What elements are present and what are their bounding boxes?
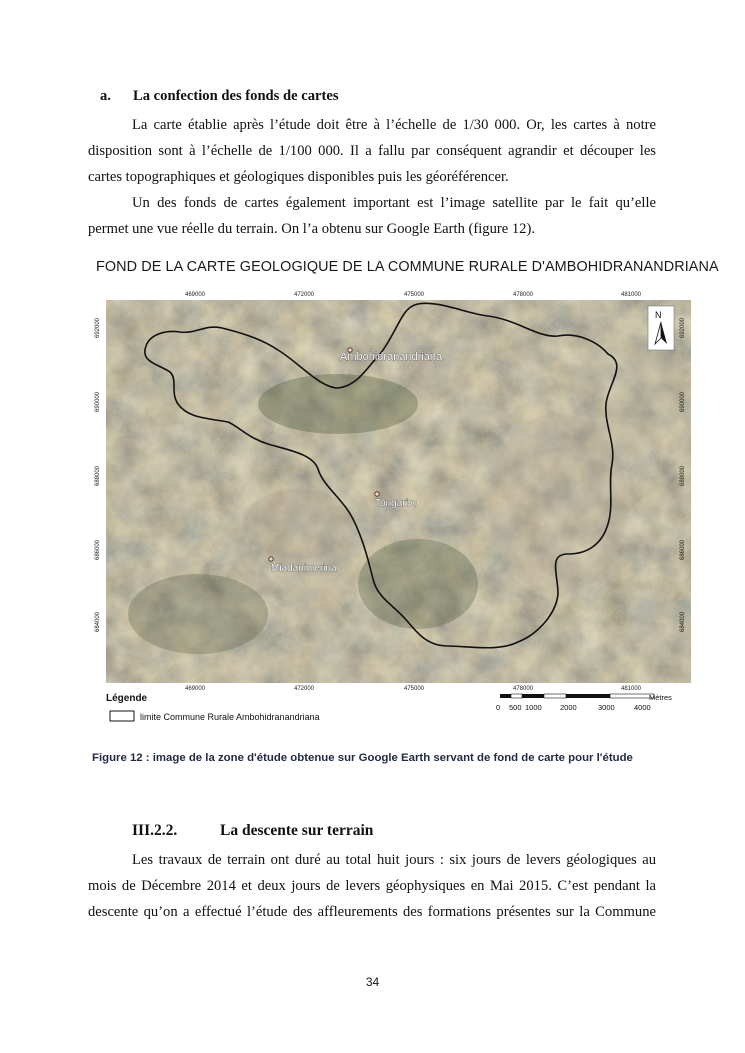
scale-bar [496, 693, 672, 712]
paragraph-line: Un des fonds de cartes également important est l’image satellite par le fait qu’elle [132, 195, 656, 211]
y-tick-label: 686000 [680, 539, 686, 560]
y-tick-label: 692000 [95, 317, 101, 338]
scale-label: 500 [509, 703, 522, 712]
place-label: Tongarivo [375, 498, 419, 509]
section-number: III.2.2. [132, 822, 178, 839]
paragraph-line: permet une vue réelle du terrain. On l’a obtenu sur Google Earth (figure 12). [88, 221, 535, 237]
section-heading-a [100, 88, 339, 105]
y-tick-label: 690000 [680, 391, 686, 412]
place-ambohidranandriana [340, 348, 443, 363]
legend-title: Légende [106, 693, 148, 704]
paragraph-line: La carte établie après l’étude doit être à l’échelle de 1/30 000. Or, les cartes à notre [132, 117, 656, 133]
x-tick-label: 469000 [185, 292, 206, 298]
paragraph-line: descente qu’on a effectué l’étude des affleurements des formations présentes sur la Commune [88, 904, 656, 920]
scale-label: 1000 [525, 703, 542, 712]
x-ticks-top [185, 292, 642, 298]
y-tick-label: 688000 [680, 465, 686, 486]
scale-label: 3000 [598, 703, 615, 712]
north-label: N [655, 310, 662, 320]
y-tick-label: 686000 [95, 539, 101, 560]
y-tick-label: 684000 [95, 611, 101, 632]
x-tick-label: 475000 [404, 292, 425, 298]
x-tick-label: 478000 [513, 686, 534, 692]
x-tick-label: 472000 [294, 686, 315, 692]
legend-item-label: limite Commune Rurale Ambohidranandriana [140, 712, 320, 722]
section-heading-322 [132, 822, 373, 840]
section-number: a. [100, 88, 111, 104]
scale-label: 0 [496, 703, 501, 712]
scale-unit: Mètres [649, 693, 672, 702]
y-ticks-left [95, 317, 101, 632]
y-tick-label: 692000 [680, 317, 686, 338]
y-tick-label: 684000 [680, 611, 686, 632]
scale-label: 4000 [634, 703, 651, 712]
figure-caption: Figure 12 : image de la zone d'étude obtenue sur Google Earth servant de fond de carte pour l'étude [92, 752, 633, 764]
y-tick-label: 688000 [95, 465, 101, 486]
map-svg [88, 254, 696, 726]
paragraph-line: disposition sont à l’échelle de 1/100 000. Il a fallu par conséquent agrandir et découper les [88, 143, 656, 159]
x-tick-label: 481000 [621, 292, 642, 298]
paragraph-line: cartes topographiques et géologiques disponibles puis les géoréférencer. [88, 169, 509, 185]
section-title: La confection des fonds de cartes [133, 88, 339, 104]
x-tick-label: 469000 [185, 686, 206, 692]
north-arrow-icon [648, 306, 674, 350]
page-number: 34 [365, 975, 380, 989]
paragraph-line: mois de Décembre 2014 et deux jours de levers géophysiques en Mai 2015. C’est pendant la [88, 878, 656, 894]
place-label: Ambohidranandriana [340, 351, 443, 363]
x-tick-label: 475000 [404, 686, 425, 692]
section-title: La descente sur terrain [220, 822, 374, 839]
x-tick-label: 481000 [621, 686, 642, 692]
map-legend [106, 693, 320, 722]
y-tick-label: 690000 [95, 391, 101, 412]
map-title: FOND DE LA CARTE GEOLOGIQUE DE LA COMMUNE RURALE D'AMBOHIDRANANDRIANA [96, 259, 719, 275]
x-tick-label: 472000 [294, 292, 315, 298]
paragraph-line: Les travaux de terrain ont duré au total huit jours : six jours de levers géologiques au [132, 852, 656, 868]
x-tick-label: 478000 [513, 292, 534, 298]
scale-label: 2000 [560, 703, 577, 712]
place-label: Miadanimerina [271, 563, 337, 574]
x-ticks-bottom [185, 686, 642, 692]
